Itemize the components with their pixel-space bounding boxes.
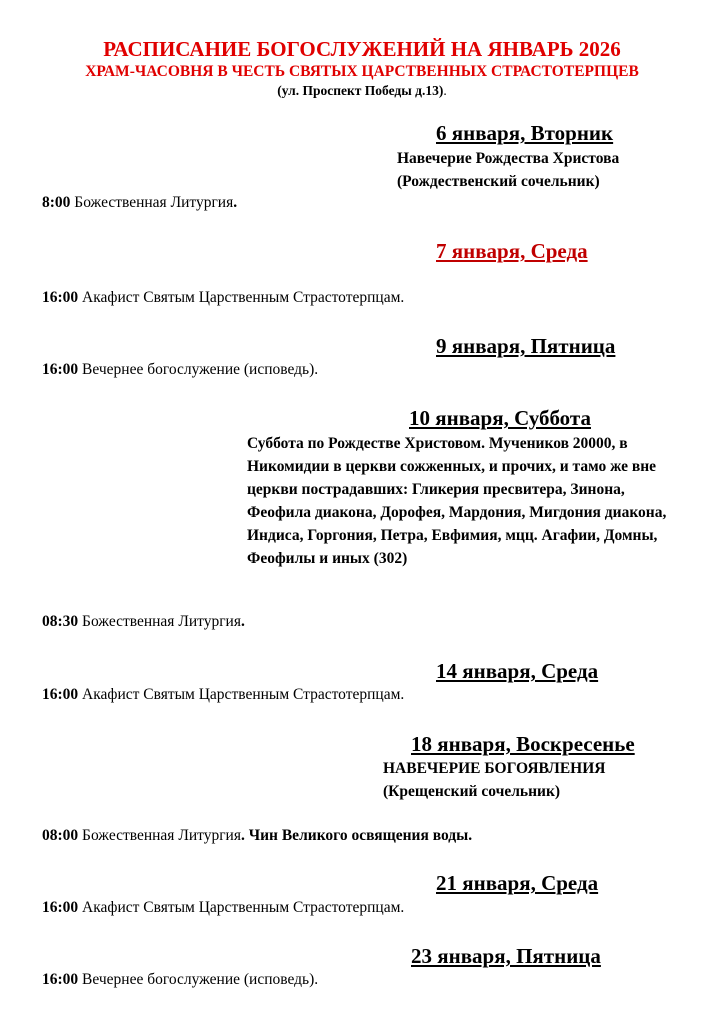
day-date: 14 января, Среда [436,659,599,683]
service-text: Вечернее богослужение (исповедь). [78,971,319,988]
service-time: 8:00 [42,194,71,211]
day-note: Навечерие Рождества Христова [397,150,620,167]
day-date: 18 января, Воскресенье [411,732,635,756]
service-time: 08:00 [42,827,79,844]
service-text: Акафист Святым Царственным Страстотерпцам. [78,686,405,703]
service-entry [42,970,318,990]
day-date: 9 января, Пятница [436,334,616,358]
address-text: (ул. Проспект Победы д.13) [277,83,444,98]
day-note: (Рождественский сочельник) [397,173,600,190]
service-entry [42,193,237,213]
service-entry [42,898,404,918]
service-text: Божественная Литургия [78,827,241,844]
day-note: НАВЕЧЕРИЕ БОГОЯВЛЕНИЯ [383,760,606,777]
day-date: 21 января, Среда [436,871,599,895]
church-address [0,82,724,99]
church-name: ХРАМ-ЧАСОВНЯ В ЧЕСТЬ СВЯТЫХ ЦАРСТВЕННЫХ СТРАСТОТЕРПЦЕВ [85,63,639,80]
service-time: 16:00 [42,361,79,378]
service-time: 16:00 [42,686,79,703]
service-entry [42,288,404,308]
service-tail: . Чин Великого освящения воды. [240,827,473,844]
service-time: 16:00 [42,899,79,916]
day-date: 23 января, Пятница [411,944,601,968]
service-text: Вечернее богослужение (исповедь). [78,361,319,378]
service-tail: . [240,613,245,630]
service-text: Божественная Литургия [78,613,241,630]
day-date-holiday: 7 января, Среда [436,239,588,263]
page-title: РАСПИСАНИЕ БОГОСЛУЖЕНИЙ НА ЯНВАРЬ 2026 [103,37,621,61]
service-tail: . [233,194,238,211]
service-time: 16:00 [42,971,79,988]
address-tail: . [443,83,447,98]
service-entry [42,685,404,705]
service-entry [42,612,245,632]
service-text: Акафист Святым Царственным Страстотерпцам. [78,289,405,306]
service-time: 16:00 [42,289,79,306]
day-note: Суббота по Рождестве Христовом. Мучеников 20000, в Никомидии в церкви сожженных, и прочих, и тамо же вне церкви пострадавших: Гликерия пресвитера, Зинона, Феофила диакона, Дорофея, Мардония, Мигдония диакона, Индиса, Горгония, Петра, Евфимия, мцц. Агафии, Домны, Феофилы и иных (302) [247,435,667,567]
service-entry [42,360,318,380]
day-date: 10 января, Суббота [409,406,591,430]
service-text: Акафист Святым Царственным Страстотерпцам. [78,899,405,916]
service-entry [42,826,472,846]
day-note: (Крещенский сочельник) [383,783,561,800]
service-text: Божественная Литургия [70,194,234,211]
day-date: 6 января, Вторник [436,121,614,145]
service-time: 08:30 [42,613,79,630]
